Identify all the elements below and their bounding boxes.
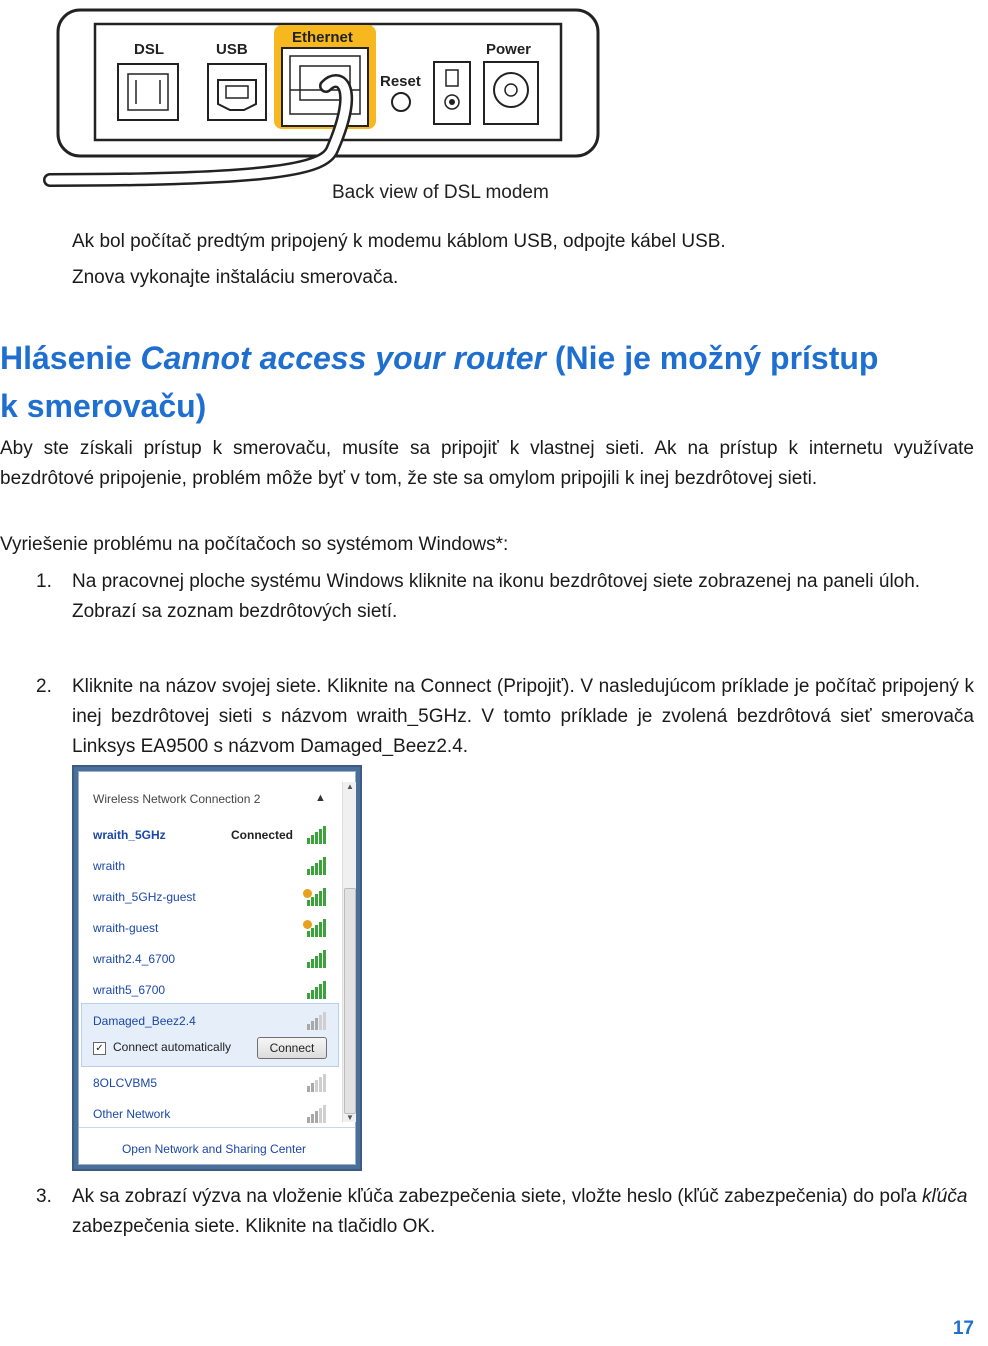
step-3-number: 3. (36, 1186, 52, 1207)
section-heading (0, 334, 960, 430)
connect-automatically-label: Connect automatically (113, 1040, 232, 1054)
network-row[interactable] (79, 946, 339, 976)
step-2-number: 2. (36, 676, 52, 697)
security-warning-icon (303, 889, 312, 898)
network-name: wraith2.4_6700 (93, 952, 176, 966)
network-row[interactable] (79, 915, 339, 945)
intro-line-1: Ak bol počítač predtým pripojený k modemu káblom USB, odpojte kábel USB. (72, 231, 726, 252)
network-name: wraith5_6700 (93, 983, 166, 997)
network-name: Damaged_Beez2.4 (93, 1014, 196, 1028)
network-name: wraith-guest (93, 921, 159, 935)
open-network-sharing-center-link[interactable]: Open Network and Sharing Center (121, 1142, 307, 1156)
power-port-label: Power (486, 41, 532, 58)
network-status: Connected (231, 828, 294, 842)
network-name: Other Network (93, 1107, 171, 1121)
network-row[interactable] (79, 977, 339, 1007)
network-row[interactable] (79, 853, 339, 883)
network-name: 8OLCVBM5 (93, 1076, 158, 1090)
intro-line-2: Znova vykonajte inštaláciu smerovača. (72, 267, 399, 288)
network-name: wraith (93, 859, 126, 873)
step-3-text-after: zabezpečenia siete. Kliknite na tlačidlo OK. (72, 1216, 436, 1237)
heading-italic: Cannot access your router (140, 340, 546, 376)
network-row[interactable] (79, 822, 339, 852)
wireless-networks-list (78, 771, 356, 1165)
ethernet-port-label: Ethernet (292, 29, 353, 46)
collapse-caret-icon[interactable]: ▲ (315, 792, 326, 804)
scroll-down-arrow-icon[interactable]: ▼ (346, 1113, 354, 1122)
signal-strength-icon (303, 1012, 325, 1030)
panel-footer-divider (79, 1127, 355, 1128)
step-2-text: Kliknite na názov svojej siete. Kliknite na Connect (Pripojiť). V nasledujúcom príklade je počítač pripojený k inej bezdrôtovej sieti s názvom wraith_5GHz. V tomto príklade je zvolená bezdrôtová sieť smerovača Linksys EA9500 s názvom Damaged_Beez2.4. (72, 676, 974, 757)
signal-strength-icon (303, 919, 325, 937)
step-1-text: Na pracovnej ploche systému Windows kliknite na ikonu bezdrôtovej siete zobrazenej na paneli úloh. Zobrazí sa zoznam bezdrôtových sietí. (72, 571, 921, 622)
network-row[interactable] (79, 884, 339, 914)
panel-header: Wireless Network Connection 2 (93, 792, 261, 806)
step-3-text-italic: kľúča (921, 1186, 968, 1207)
signal-strength-icon (303, 1105, 325, 1123)
wireless-networks-panel (72, 765, 362, 1171)
body-paragraph-1: Aby ste získali prístup k smerovaču, musíte sa pripojiť k vlastnej sieti. Ak na prístup k internetu využívate bezdrôtové pripojenie, problém môže byť v tom, že ste sa omylom pripojili k inej bezdrôtovej sieti. (0, 438, 974, 489)
heading-line-2: k smerovaču) (0, 388, 207, 424)
usb-port-label: USB (216, 41, 248, 58)
signal-strength-icon (303, 1074, 325, 1092)
step-3-text-before: Ak sa zobrazí výzva na vloženie kľúča zabezpečenia siete, vložte heslo (kľúč zabezpečenia) do poľa (72, 1186, 922, 1207)
scrollbar[interactable] (342, 782, 356, 1122)
reset-button (392, 93, 410, 111)
connect-automatically-checkbox[interactable]: ✓ (93, 1042, 106, 1055)
connect-button[interactable]: Connect (257, 1037, 327, 1059)
reset-label: Reset (380, 73, 421, 90)
signal-strength-icon (303, 857, 325, 875)
network-name: wraith_5GHz-guest (93, 890, 196, 904)
heading-suffix: (Nie je možný prístup (545, 340, 879, 376)
signal-strength-icon (303, 950, 325, 968)
network-row[interactable] (79, 1008, 339, 1038)
signal-strength-icon (303, 826, 325, 844)
scroll-thumb[interactable] (344, 888, 356, 1114)
page-number: 17 (952, 1318, 974, 1339)
step-1-number: 1. (36, 571, 52, 592)
heading-prefix: Hlásenie (0, 340, 141, 376)
modem-caption: Back view of DSL modem (332, 182, 549, 203)
body-paragraph-2: Vyriešenie problému na počítačoch so systémom Windows*: (0, 534, 509, 555)
security-warning-icon (303, 920, 312, 929)
scroll-up-arrow-icon[interactable]: ▲ (346, 782, 354, 791)
network-name: wraith_5GHz (93, 828, 166, 842)
signal-strength-icon (303, 981, 325, 999)
network-row[interactable] (79, 1070, 339, 1100)
dsl-port-label: DSL (134, 41, 164, 58)
signal-strength-icon (303, 888, 325, 906)
modem-back-view-illustration (40, 0, 620, 215)
step-3-text (72, 1182, 974, 1242)
